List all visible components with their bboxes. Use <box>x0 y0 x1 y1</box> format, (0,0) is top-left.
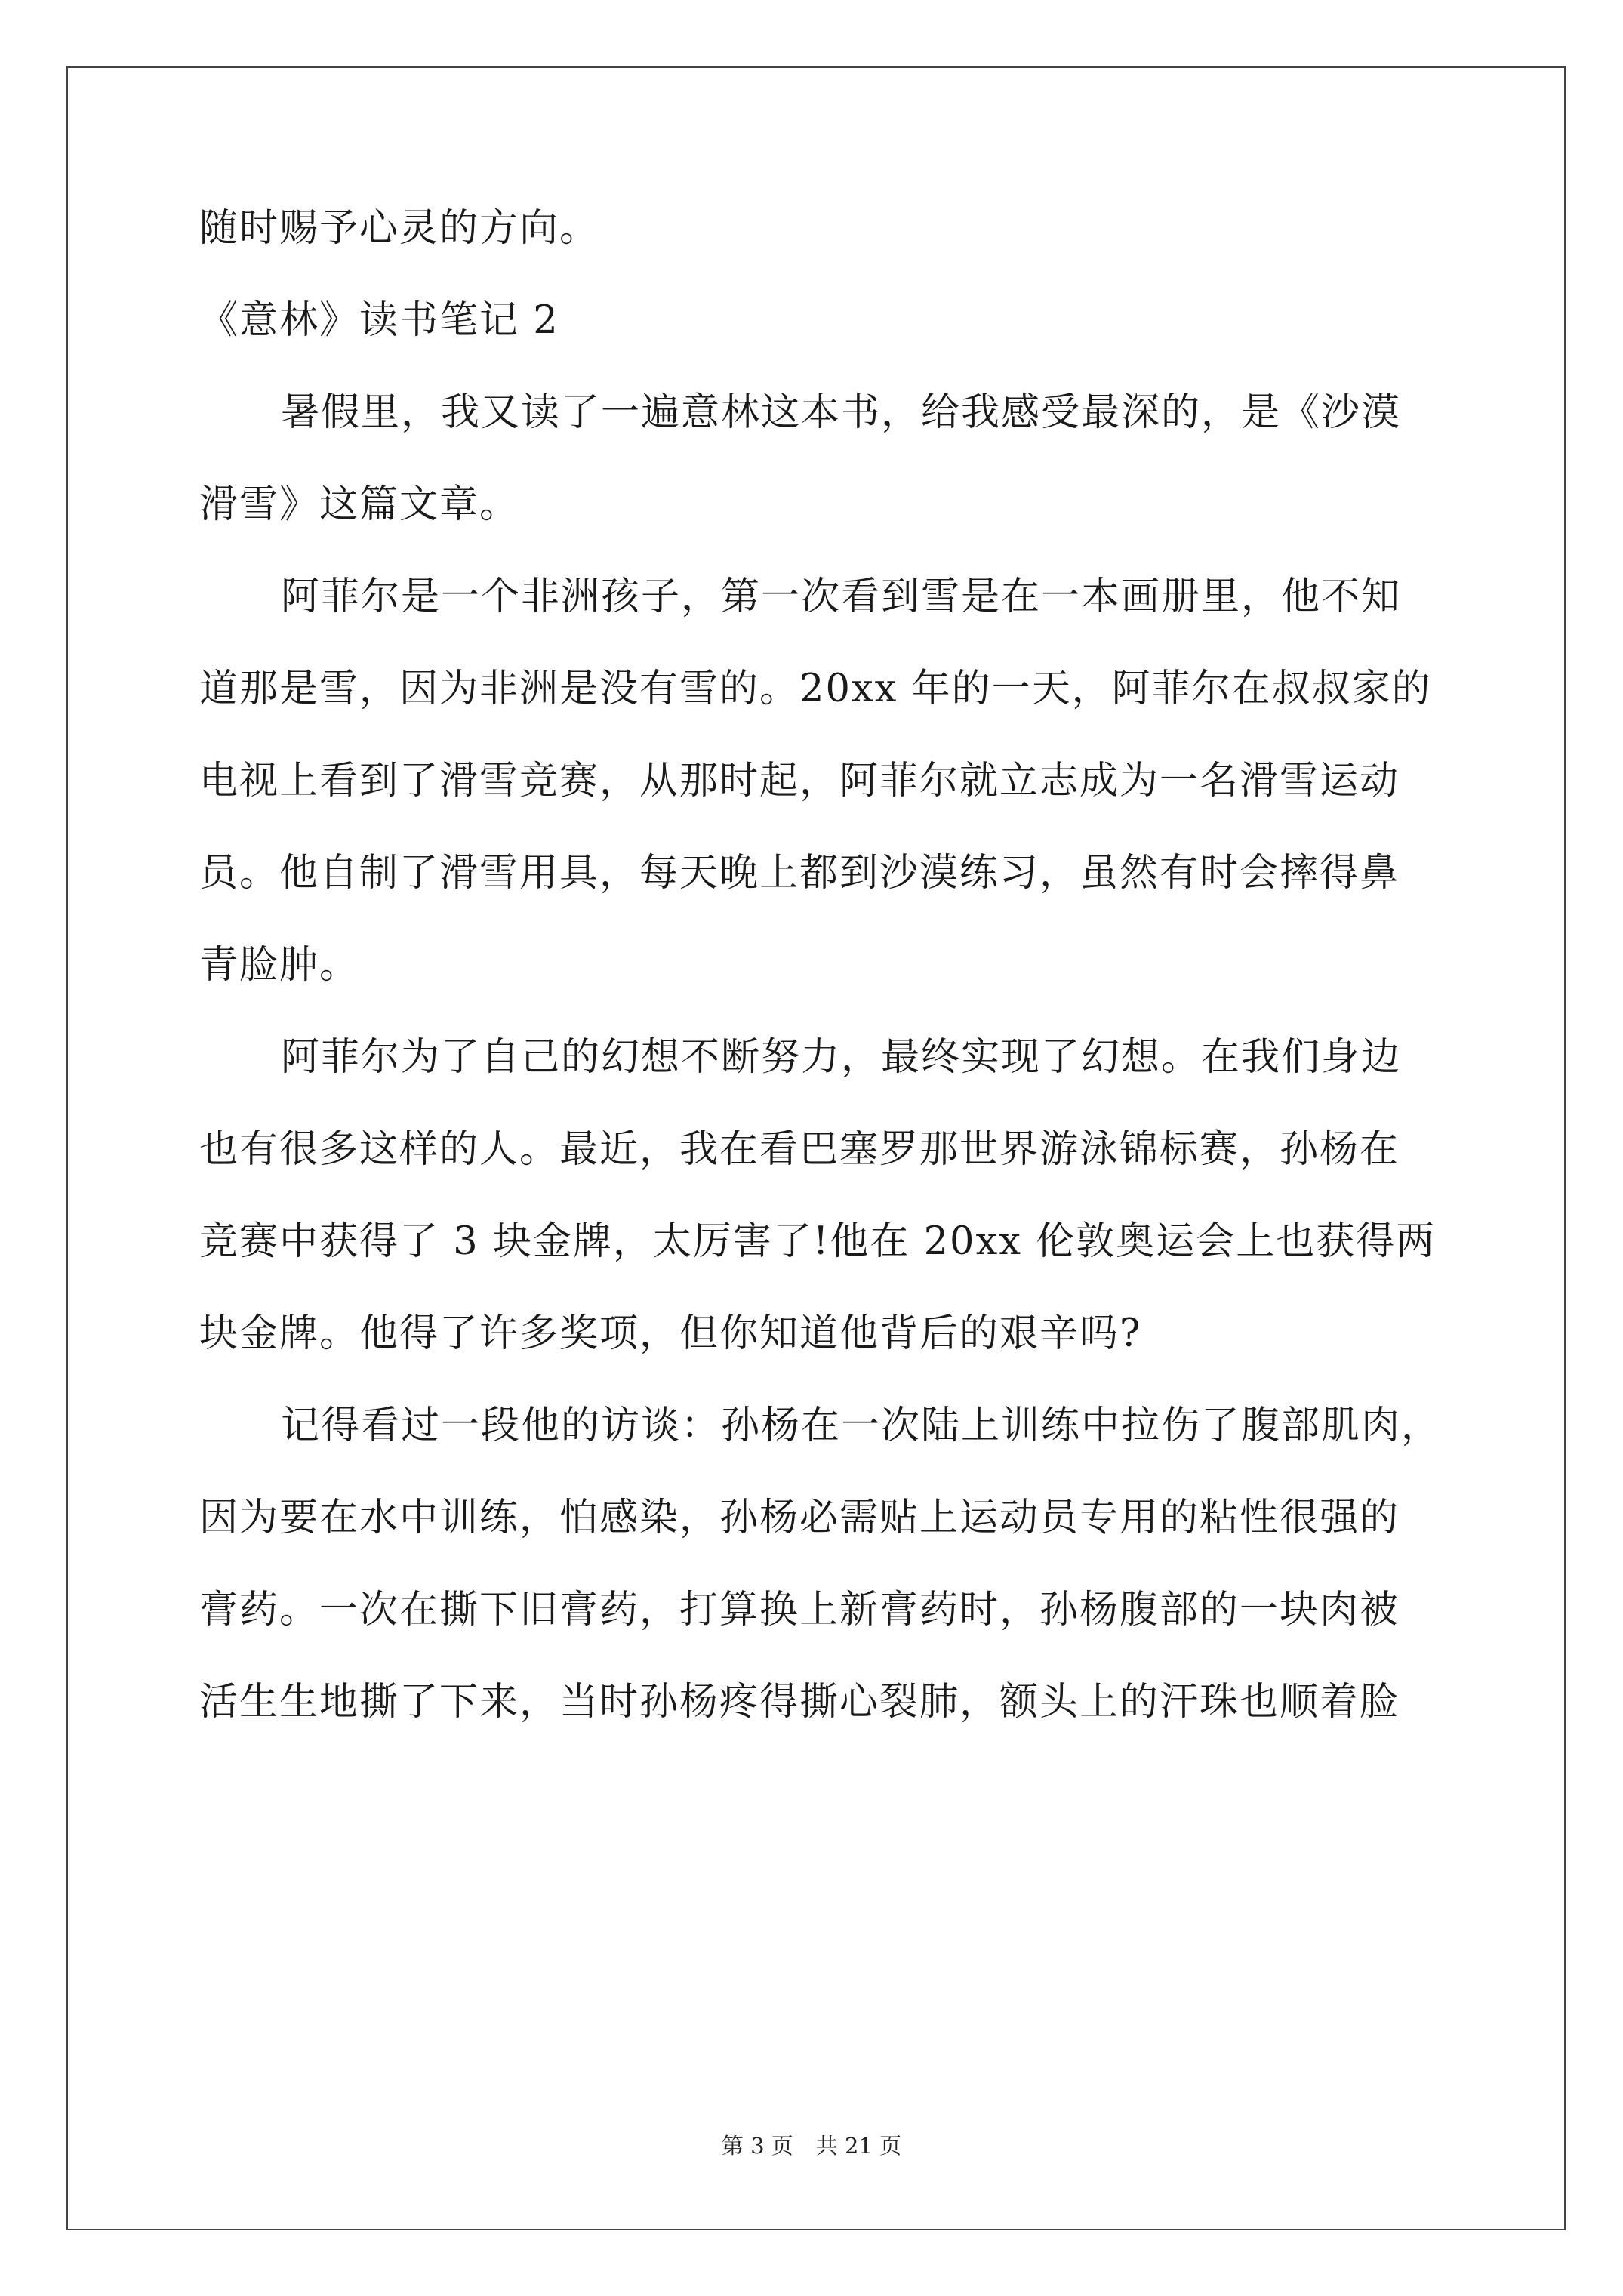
text-line: 竞赛中获得了 3 块金牌，太厉害了!他在 20xx 伦敦奥运会上也获得两 <box>199 1219 1437 1264</box>
text-line: 块金牌。他得了许多奖项，但你知道他背后的艰辛吗? <box>199 1311 1142 1356</box>
page-footer <box>0 2131 1623 2161</box>
text-line: 膏药。一次在撕下旧膏药，打算换上新膏药时，孙杨腹部的一块肉被 <box>199 1588 1400 1632</box>
text-line: 阿菲尔为了自己的幻想不断努力，最终实现了幻想。在我们身边 <box>281 1035 1402 1080</box>
text-line: 道那是雪，因为非洲是没有雪的。20xx 年的一天，阿菲尔在叔叔家的 <box>199 667 1432 711</box>
text-line: 滑雪》这篇文章。 <box>199 482 520 527</box>
text-line: 也有很多这样的人。最近，我在看巴塞罗那世界游泳锦标赛，孙杨在 <box>199 1127 1400 1172</box>
text-line: 活生生地撕了下来，当时孙杨疼得撕心裂肺，额头上的汗珠也顺着脸 <box>199 1680 1400 1724</box>
text-line: 青脸肿。 <box>199 943 360 988</box>
text-line: 员。他自制了滑雪用具，每天晚上都到沙漠练习，虽然有时会摔得鼻 <box>199 851 1400 895</box>
text-line: 暑假里，我又读了一遍意林这本书，给我感受最深的，是《沙漠 <box>281 390 1402 435</box>
page-total: 共 21 页 <box>815 2133 902 2159</box>
section-heading: 《意林》读书笔记 2 <box>199 298 559 343</box>
text-line: 电视上看到了滑雪竞赛，从那时起，阿菲尔就立志成为一名滑雪运动 <box>199 759 1400 803</box>
page-number: 第 3 页 <box>721 2133 793 2159</box>
text-line: 因为要在水中训练，怕感染，孙杨必需贴上运动员专用的粘性很强的 <box>199 1496 1400 1540</box>
text-line: 阿菲尔是一个非洲孩子，第一次看到雪是在一本画册里，他不知 <box>281 575 1402 619</box>
text-line: 随时赐予心灵的方向。 <box>199 206 600 251</box>
text-line: 记得看过一段他的访谈：孙杨在一次陆上训练中拉伤了腹部肌肉， <box>281 1404 1442 1448</box>
